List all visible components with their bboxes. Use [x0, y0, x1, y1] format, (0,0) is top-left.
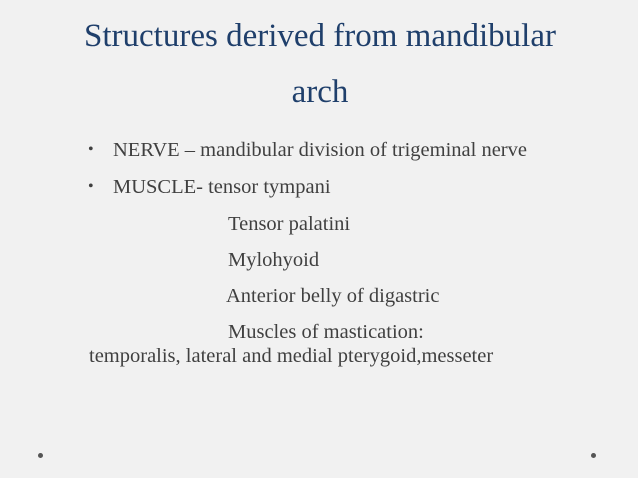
muscle-item-tensor-palatini: Tensor palatini	[228, 213, 351, 235]
bullet-marker: •	[88, 141, 94, 158]
decorative-dot-left	[38, 453, 43, 458]
slide-title-line-1: Structures derived from mandibular	[84, 18, 556, 54]
mastication-muscles-list: temporalis, lateral and medial pterygoid,messeter	[89, 345, 494, 367]
bullet-marker: •	[88, 178, 94, 195]
muscle-item-anterior-belly-digastric: Anterior belly of digastric	[226, 285, 440, 307]
slide-title-line-2: arch	[291, 74, 349, 110]
decorative-dot-right	[591, 453, 596, 458]
muscle-item-muscles-of-mastication: Muscles of mastication:	[228, 321, 424, 343]
bullet-muscle: MUSCLE- tensor tympani	[113, 176, 331, 198]
muscle-item-mylohyoid: Mylohyoid	[228, 249, 320, 271]
bullet-nerve: NERVE – mandibular division of trigeminal nerve	[113, 139, 527, 161]
slide-title	[40, 8, 600, 120]
